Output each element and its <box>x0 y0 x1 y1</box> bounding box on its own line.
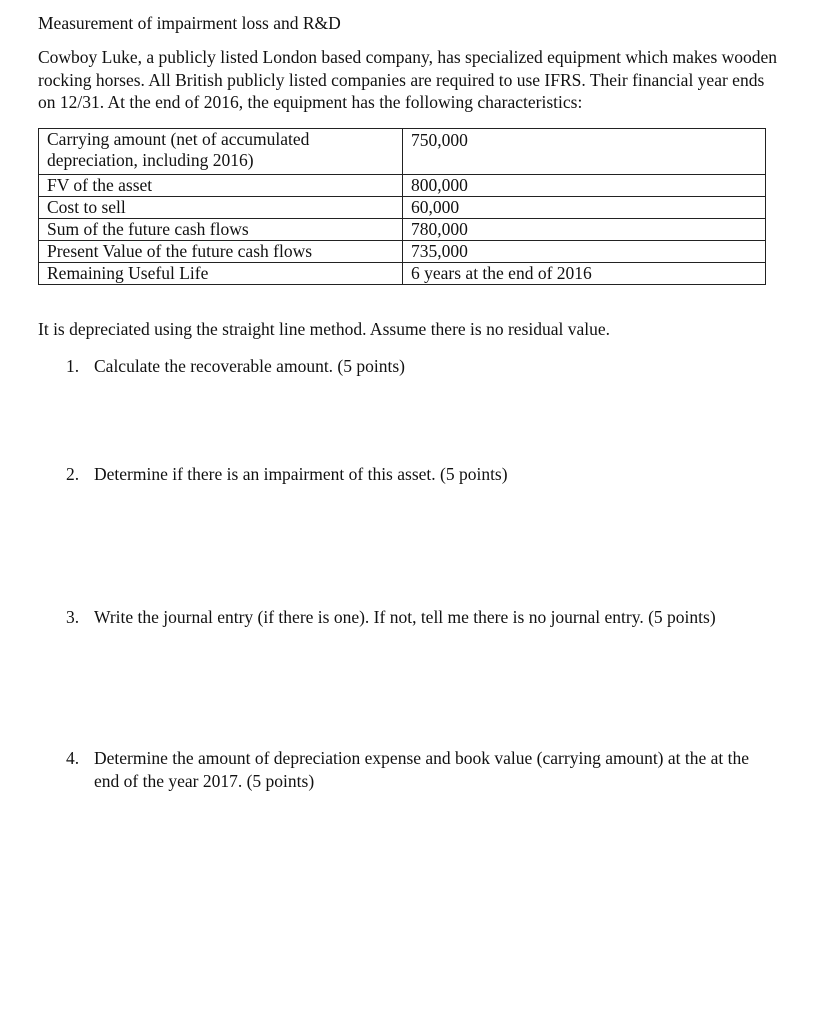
question-number: 1. <box>66 356 80 376</box>
row-value: 60,000 <box>403 197 766 219</box>
table-row <box>39 219 766 241</box>
row-value: 735,000 <box>403 241 766 263</box>
row-value: 750,000 <box>403 129 766 175</box>
question-text: Write the journal entry (if there is one). If not, tell me there is no journal entry. (5 points) <box>94 607 716 627</box>
question-1 <box>66 355 776 378</box>
page-title: Measurement of impairment loss and R&D <box>38 13 341 33</box>
asset-characteristics-table <box>38 128 766 285</box>
table-row <box>39 241 766 263</box>
question-4 <box>66 747 776 792</box>
table-row <box>39 175 766 197</box>
row-value: 800,000 <box>403 175 766 197</box>
row-label: Cost to sell <box>39 197 403 219</box>
intro-paragraph: Cowboy Luke, a publicly listed London based company, has specialized equipment which makes wooden rocking horses. All British publicly listed companies are required to use IFRS. Their financial year ends on 12/31. At the end of 2016, the equipment has the following characteristics: <box>38 47 778 112</box>
question-text: Calculate the recoverable amount. (5 points) <box>94 356 405 376</box>
row-label: FV of the asset <box>39 175 403 197</box>
table-row <box>39 129 766 175</box>
question-number: 3. <box>66 607 80 627</box>
row-label: Sum of the future cash flows <box>39 219 403 241</box>
question-2 <box>66 463 776 486</box>
row-value: 6 years at the end of 2016 <box>403 263 766 285</box>
table-row <box>39 197 766 219</box>
depreciation-note: It is depreciated using the straight line method. Assume there is no residual value. <box>38 319 611 339</box>
row-label: Present Value of the future cash flows <box>39 241 403 263</box>
row-label: Remaining Useful Life <box>39 263 403 285</box>
question-text: Determine the amount of depreciation expense and book value (carrying amount) at the at the end of the year 2017. (5 points) <box>94 748 750 791</box>
question-number: 4. <box>66 748 80 768</box>
row-label: Carrying amount (net of accumulated depreciation, including 2016) <box>39 129 403 175</box>
question-3 <box>66 606 776 629</box>
table-row <box>39 263 766 285</box>
question-text: Determine if there is an impairment of this asset. (5 points) <box>94 464 508 484</box>
row-value: 780,000 <box>403 219 766 241</box>
question-number: 2. <box>66 464 80 484</box>
